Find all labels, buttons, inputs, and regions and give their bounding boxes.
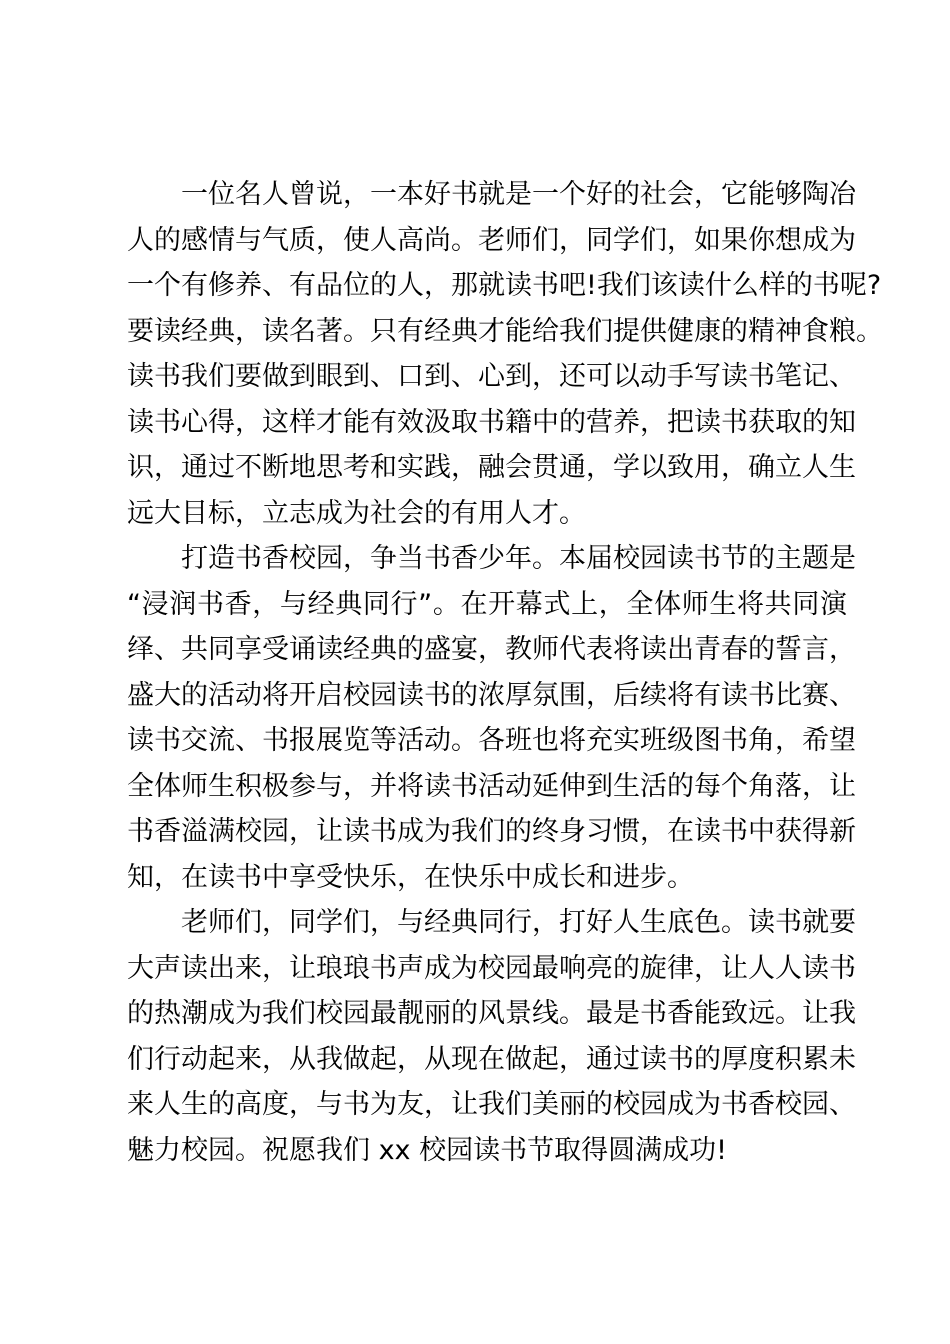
text-line: 读书心得，这样才能有效汲取书籍中的营养，把读书获取的知 — [127, 406, 856, 438]
text-line: “浸润书香，与经典同行”。在开幕式上，全体师生将共同演 — [127, 588, 847, 620]
text-line: 全体师生积极参与，并将读书活动延伸到生活的每个角落，让 — [127, 770, 856, 802]
text-line: 书香溢满校园，让读书成为我们的终身习惯，在读书中获得新 — [127, 816, 856, 847]
text-line: 的热潮成为我们校园最靓丽的风景线。最是书香能致远。让我 — [127, 998, 856, 1029]
text-line: 大声读出来，让琅琅书声成为校园最响亮的旋律，让人人读书 — [127, 952, 856, 984]
paragraph-1 — [127, 172, 883, 536]
text-line: 们行动起来，从我做起，从现在做起，通过读书的厚度积累未 — [127, 1043, 856, 1075]
paragraph-3 — [127, 900, 856, 1173]
text-line: 识，通过不断地思考和实践，融会贯通，学以致用，确立人生 — [127, 452, 856, 483]
document-body — [127, 172, 883, 1173]
text-line: 绎、共同享受诵读经典的盛宴，教师代表将读出青春的誓言， — [127, 634, 856, 665]
text-line: 读书我们要做到眼到、口到、心到，还可以动手写读书笔记、 — [127, 361, 856, 392]
text-line: 盛大的活动将开启校园读书的浓厚氛围，后续将有读书比赛、 — [127, 679, 856, 711]
text-line: 魅力校园。祝愿我们 xx 校园读书节取得圆满成功! — [127, 1134, 727, 1166]
text-line: 人的感情与气质，使人高尚。老师们，同学们，如果你想成为 — [127, 224, 856, 256]
text-line: 读书交流、书报展览等活动。各班也将充实班级图书角，希望 — [127, 725, 856, 756]
text-line: 打造书香校园，争当书香少年。本届校园读书节的主题是 — [181, 543, 856, 574]
text-line: 知，在读书中享受快乐，在快乐中成长和进步。 — [127, 861, 694, 893]
text-line: 要读经典，读名著。只有经典才能给我们提供健康的精神食粮。 — [127, 315, 883, 347]
text-line: 一个有修养、有品位的人，那就读书吧!我们该读什么样的书呢? — [127, 270, 882, 301]
text-line: 老师们，同学们，与经典同行，打好人生底色。读书就要 — [181, 907, 856, 938]
text-line: 来人生的高度，与书为友，让我们美丽的校园成为书香校园、 — [127, 1089, 856, 1120]
paragraph-2 — [127, 536, 856, 900]
text-line: 一位名人曾说，一本好书就是一个好的社会，它能够陶冶 — [181, 179, 856, 210]
text-line: 远大目标，立志成为社会的有用人才。 — [127, 497, 586, 529]
